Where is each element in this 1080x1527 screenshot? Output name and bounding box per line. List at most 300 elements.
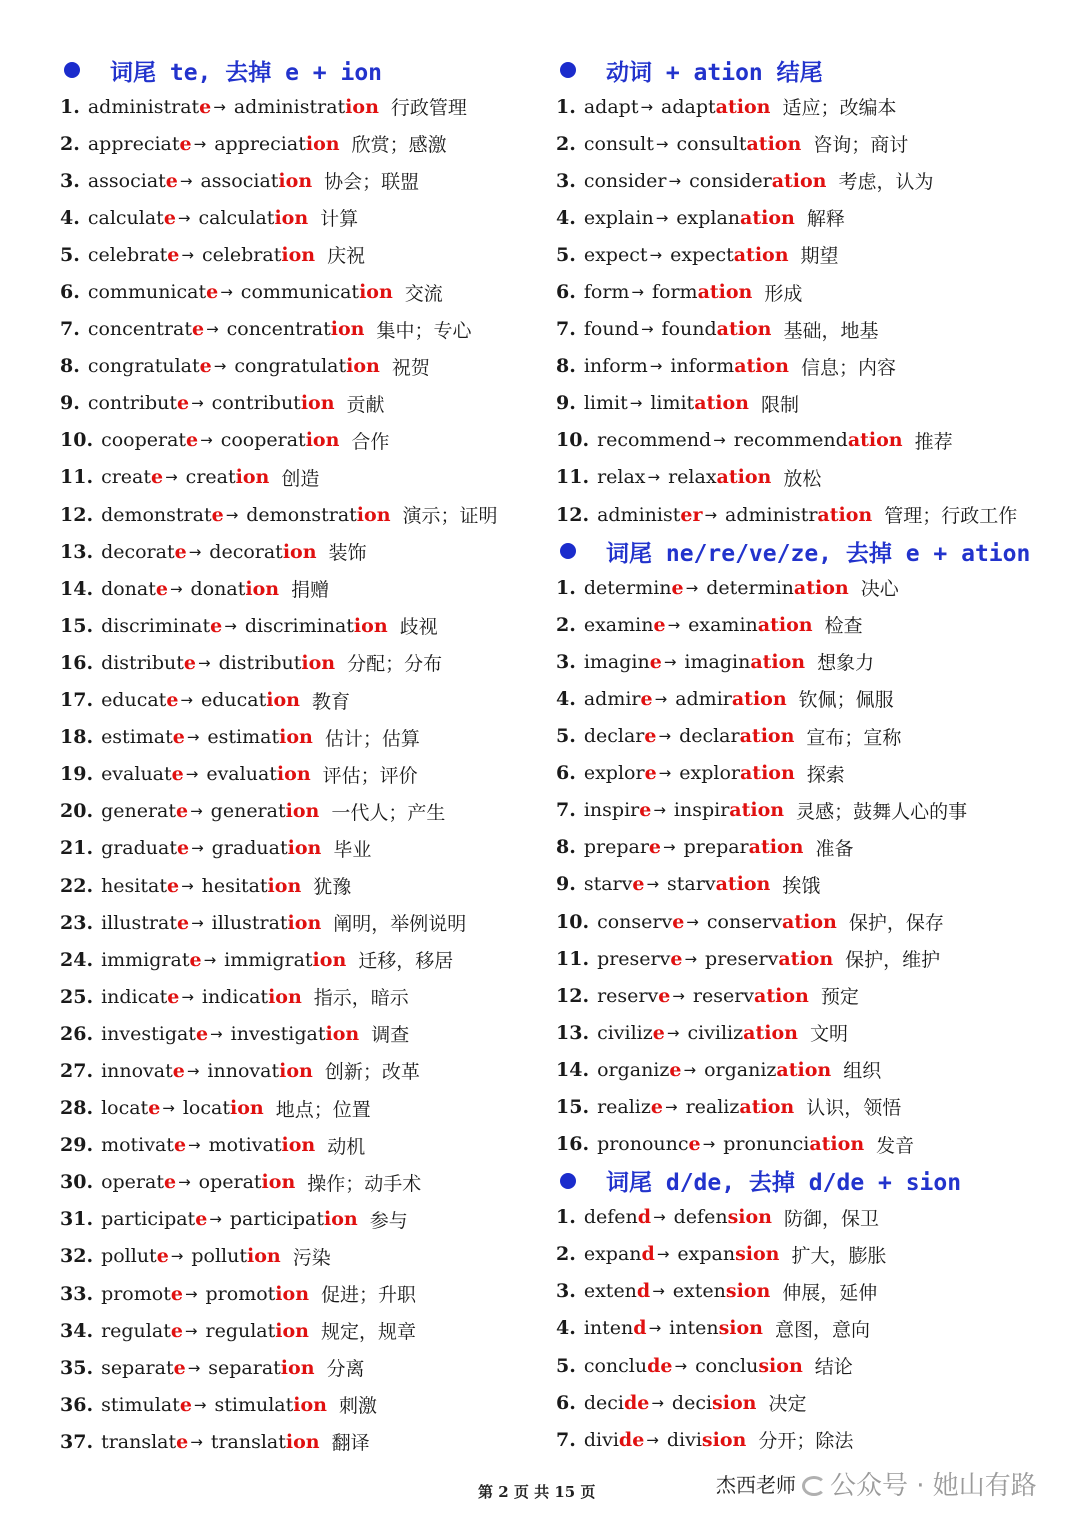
chinese-meaning: 一代人；产生	[331, 801, 446, 824]
arrow-icon: →	[188, 1136, 201, 1155]
chinese-meaning: 管理；行政工作	[884, 505, 1018, 528]
derived-word-stem: celebrat	[201, 243, 282, 266]
arrow-icon: →	[629, 394, 643, 413]
item-number: 2.	[556, 1243, 576, 1266]
base-word-ending: e	[688, 1133, 701, 1156]
derived-word-suffix: ion	[312, 948, 347, 971]
item-number: 5.	[60, 243, 80, 266]
section-header	[60, 52, 540, 88]
derived-word-suffix: ation	[743, 1021, 798, 1044]
derived-word-stem: demonstrat	[246, 503, 357, 526]
chinese-meaning: 信息；内容	[801, 356, 897, 379]
section-header	[556, 52, 1056, 88]
derived-word-stem: associat	[200, 169, 279, 192]
chinese-meaning: 限制	[761, 393, 800, 416]
arrow-icon: →	[184, 1321, 198, 1340]
arrow-icon: →	[653, 1208, 666, 1227]
section-header-text: 词尾 d/de, 去掉 d/de + sion	[606, 1170, 962, 1197]
item-number: 30.	[60, 1171, 94, 1194]
base-word: appreciat	[87, 132, 180, 155]
chinese-meaning: 钦佩；佩服	[798, 689, 894, 712]
base-word: explain	[583, 206, 654, 229]
derived-word-suffix: ation	[729, 799, 785, 822]
base-word-ending: e	[199, 95, 212, 118]
section-header-text: 词尾 ne/re/ve/ze, 去掉 e + ation	[606, 540, 1031, 567]
arrow-icon: →	[209, 1210, 222, 1229]
base-word-ending: e	[170, 1319, 183, 1342]
derived-word-suffix: ion	[275, 1282, 310, 1305]
list-item	[60, 1201, 540, 1238]
base-word: declar	[583, 725, 645, 748]
derived-word-stem: realiz	[685, 1095, 740, 1118]
derived-word-stem: admir	[675, 687, 732, 710]
arrow-icon: →	[184, 1284, 198, 1303]
chinese-meaning: 集中；专心	[376, 319, 472, 342]
derived-word-suffix: ation	[715, 95, 771, 118]
chinese-meaning: 推荐	[914, 430, 953, 453]
chinese-meaning: 决定	[768, 1393, 807, 1416]
item-number: 6.	[556, 762, 576, 785]
chinese-meaning: 操作；动手术	[307, 1172, 422, 1195]
item-number: 31.	[60, 1208, 94, 1231]
chinese-meaning: 规定，规章	[320, 1321, 416, 1344]
item-number: 1.	[556, 576, 576, 599]
base-word: exten	[583, 1280, 637, 1303]
item-number: 9.	[556, 392, 576, 415]
list-item	[556, 1088, 1056, 1125]
chinese-meaning: 调查	[371, 1024, 410, 1047]
item-number: 36.	[60, 1393, 94, 1416]
base-word-ending: e	[650, 1095, 663, 1118]
base-word-ending: e	[648, 836, 661, 859]
derived-word-suffix: ion	[268, 985, 302, 1008]
item-number: 3.	[556, 650, 576, 673]
derived-word-suffix: ation	[771, 169, 827, 192]
base-word: determin	[583, 576, 672, 599]
derived-word-stem: operat	[198, 1171, 262, 1194]
chinese-meaning: 防御，保卫	[783, 1207, 879, 1230]
derived-word-suffix: ation	[694, 392, 749, 415]
derived-word-suffix: ion	[330, 318, 365, 341]
arrow-icon: →	[220, 283, 233, 302]
derived-word-stem: civiliz	[687, 1021, 744, 1044]
list-item	[556, 348, 1056, 385]
list-item	[60, 459, 540, 496]
arrow-icon: →	[191, 913, 204, 932]
chinese-meaning: 合作	[351, 430, 390, 453]
base-word-ending: de	[647, 1354, 673, 1377]
base-word-ending: e	[206, 281, 219, 304]
item-number: 7.	[556, 799, 576, 822]
base-word-ending: e	[171, 763, 184, 786]
chinese-meaning: 计算	[320, 208, 359, 231]
base-word: discriminat	[101, 614, 211, 637]
derived-word-suffix: ion	[261, 1171, 296, 1194]
arrow-icon: →	[190, 802, 203, 821]
base-word-ending: e	[191, 318, 205, 341]
chinese-meaning: 保护，维护	[845, 949, 941, 972]
base-word-ending: e	[653, 613, 666, 636]
chinese-meaning: 咨询；商讨	[813, 134, 909, 157]
chinese-meaning: 挨饿	[782, 874, 821, 897]
base-word: expect	[583, 243, 648, 266]
base-word: motivat	[101, 1134, 174, 1157]
item-number: 33.	[60, 1282, 94, 1305]
derived-word-stem: declar	[679, 725, 740, 748]
arrow-icon: →	[684, 949, 698, 968]
list-item	[60, 273, 540, 310]
derived-word-suffix: ion	[325, 1022, 360, 1045]
derived-word-stem: exten	[672, 1280, 726, 1303]
derived-word-stem: imagin	[684, 650, 751, 673]
item-number: 4.	[556, 687, 576, 710]
item-number: 14.	[60, 577, 94, 600]
derived-word-suffix: ion	[235, 466, 270, 489]
list-item	[556, 680, 1056, 717]
derived-word-stem: recommend	[733, 429, 848, 452]
derived-word-suffix: ion	[301, 651, 336, 674]
arrow-icon: →	[640, 97, 654, 116]
arrow-icon: →	[655, 208, 669, 227]
base-word: associat	[87, 169, 166, 192]
derived-word-stem: explor	[679, 762, 740, 785]
base-word: reserv	[597, 984, 659, 1007]
base-word: realiz	[597, 1095, 651, 1118]
base-word: communicat	[87, 281, 207, 304]
item-number: 5.	[556, 243, 576, 266]
derived-word-suffix: ation	[716, 466, 772, 489]
section-header-text: 词尾 te, 去掉 e + ion	[110, 59, 383, 86]
derived-word-suffix: ion	[305, 132, 340, 155]
chinese-meaning: 形成	[764, 282, 803, 305]
base-word: generat	[101, 800, 176, 823]
bullet-icon	[64, 62, 80, 78]
chinese-meaning: 扩大，膨胀	[791, 1244, 887, 1267]
derived-word-suffix: ation	[847, 429, 903, 452]
derived-word-suffix: ation	[697, 281, 753, 304]
chinese-meaning: 捐赠	[291, 579, 330, 602]
derived-word-stem: congratulat	[234, 355, 347, 378]
arrow-icon: →	[653, 801, 666, 820]
base-word: conclu	[583, 1354, 648, 1377]
arrow-icon: →	[165, 468, 178, 487]
list-item	[556, 940, 1056, 977]
left-column	[60, 52, 540, 1460]
derived-word-stem: inten	[669, 1317, 719, 1340]
arrow-icon: →	[652, 1282, 665, 1301]
chinese-meaning: 想象力	[817, 652, 875, 675]
list-item	[60, 1052, 540, 1089]
item-number: 18.	[60, 726, 94, 749]
derived-word-suffix: ion	[245, 577, 280, 600]
arrow-icon: →	[651, 1393, 664, 1412]
list-item	[60, 533, 540, 570]
derived-word-stem: pronunci	[723, 1133, 810, 1156]
arrow-icon: →	[210, 1024, 223, 1043]
derived-word-stem: educat	[200, 689, 267, 712]
item-number: 7.	[556, 1428, 576, 1451]
base-word-ending: e	[166, 689, 179, 712]
base-word-ending: e	[658, 984, 671, 1007]
arrow-icon: →	[672, 986, 685, 1005]
chinese-meaning: 伸展，延伸	[782, 1281, 878, 1304]
derived-word-stem: determin	[706, 576, 794, 599]
base-word-ending: e	[639, 799, 652, 822]
chinese-meaning: 祝贺	[391, 356, 430, 379]
chinese-meaning: 放松	[783, 467, 822, 490]
derived-word-stem: creat	[185, 466, 236, 489]
derived-word-suffix: ion	[279, 726, 313, 749]
base-word: pronounc	[597, 1133, 689, 1156]
chinese-meaning: 基础，地基	[783, 319, 879, 342]
derived-word-suffix: ion	[229, 1097, 264, 1120]
item-number: 12.	[556, 503, 590, 526]
derived-word-suffix: ion	[305, 429, 340, 452]
list-item	[60, 644, 540, 681]
base-word: regulat	[101, 1319, 171, 1342]
derived-word-suffix: ion	[279, 1059, 313, 1082]
derived-word-stem: communicat	[240, 281, 360, 304]
derived-word-stem: generat	[210, 800, 286, 823]
list-item	[556, 422, 1056, 459]
derived-word-stem: discriminat	[244, 614, 354, 637]
word-list	[60, 88, 540, 1460]
derived-word-stem: consider	[689, 169, 772, 192]
derived-word-suffix: sion	[758, 1354, 803, 1377]
list-item	[556, 199, 1056, 236]
list-item	[60, 1164, 540, 1201]
item-number: 35.	[60, 1356, 94, 1379]
arrow-icon: →	[170, 1247, 184, 1266]
list-item	[60, 1238, 540, 1275]
arrow-icon: →	[667, 615, 681, 634]
item-number: 23.	[60, 911, 94, 934]
derived-word-suffix: sion	[701, 1428, 747, 1451]
item-number: 12.	[556, 984, 590, 1007]
base-word-ending: de	[618, 1428, 645, 1451]
chinese-meaning: 演示；证明	[402, 505, 498, 528]
derived-word-suffix: ion	[281, 1134, 316, 1157]
derived-word-stem: illustrat	[211, 911, 288, 934]
base-word-ending: e	[670, 947, 683, 970]
list-item	[556, 1236, 1056, 1273]
chinese-meaning: 保护，保存	[848, 912, 944, 935]
derived-word-stem: divi	[666, 1428, 702, 1451]
list-item	[556, 755, 1056, 792]
item-number: 11.	[60, 466, 94, 489]
arrow-icon: →	[640, 320, 654, 339]
list-item	[60, 607, 540, 644]
base-word: creat	[101, 466, 151, 489]
arrow-icon: →	[685, 578, 699, 597]
section-header	[556, 1163, 1056, 1199]
list-item	[556, 569, 1056, 606]
derived-word-stem: regulat	[205, 1319, 276, 1342]
base-word: locat	[101, 1097, 149, 1120]
derived-word-stem: preserv	[705, 947, 779, 970]
arrow-icon: →	[206, 320, 219, 339]
chinese-meaning: 期望	[800, 245, 839, 268]
list-item	[60, 199, 540, 236]
derived-word-stem: form	[652, 281, 698, 304]
arrow-icon: →	[197, 653, 211, 672]
derived-word-suffix: ion	[353, 614, 388, 637]
chinese-meaning: 预定	[820, 986, 859, 1009]
arrow-icon: →	[656, 1245, 670, 1264]
list-item	[60, 570, 540, 607]
list-item	[60, 904, 540, 941]
arrow-icon: →	[190, 1432, 203, 1451]
derived-word-stem: indicat	[201, 985, 269, 1008]
derived-word-suffix: ion	[282, 540, 317, 563]
base-word-ending: e	[632, 873, 645, 896]
arrow-icon: →	[180, 691, 193, 710]
item-number: 15.	[60, 614, 94, 637]
derived-word-stem: locat	[182, 1097, 230, 1120]
base-word: concentrat	[87, 318, 192, 341]
base-word-ending: e	[177, 837, 190, 860]
list-item	[556, 236, 1056, 273]
base-word: graduat	[101, 837, 177, 860]
chinese-meaning: 考虑，认为	[838, 171, 934, 194]
base-word: form	[583, 281, 630, 304]
arrow-icon: →	[181, 245, 194, 264]
base-word: organiz	[597, 1058, 670, 1081]
derived-word-stem: reserv	[692, 984, 755, 1007]
base-word: cooperat	[101, 429, 187, 452]
arrow-icon: →	[178, 1173, 191, 1192]
derived-word-suffix: ation	[776, 1058, 832, 1081]
derived-word-suffix: ion	[285, 1430, 320, 1453]
arrow-icon: →	[191, 839, 204, 858]
derived-word-stem: promot	[205, 1282, 276, 1305]
arrow-icon: →	[658, 727, 672, 746]
word-list	[556, 88, 1056, 533]
arrow-icon: →	[186, 1061, 200, 1080]
derived-word-stem: examin	[688, 613, 758, 636]
base-word: starv	[583, 873, 633, 896]
list-item	[60, 236, 540, 273]
derived-word-suffix: ation	[731, 687, 787, 710]
base-word: donat	[101, 577, 156, 600]
list-item	[60, 867, 540, 904]
derived-word-stem: defen	[673, 1206, 728, 1229]
arrow-icon: →	[187, 1358, 201, 1377]
derived-word-suffix: ion	[300, 392, 335, 415]
base-word: stimulat	[101, 1393, 180, 1416]
base-word-ending: e	[170, 1282, 183, 1305]
chinese-meaning: 文明	[809, 1023, 848, 1046]
chinese-meaning: 迁移，移居	[358, 950, 454, 973]
derived-word-stem: appreciat	[214, 132, 306, 155]
list-item	[556, 643, 1056, 680]
item-number: 9.	[556, 873, 576, 896]
base-word-ending: e	[669, 1058, 682, 1081]
list-item	[556, 1347, 1056, 1384]
chinese-meaning: 探索	[806, 763, 845, 786]
derived-word-suffix: ion	[274, 206, 309, 229]
chinese-meaning: 促进；升职	[321, 1284, 417, 1307]
item-number: 19.	[60, 763, 94, 786]
item-number: 16.	[556, 1133, 590, 1156]
base-word: illustrat	[101, 911, 177, 934]
base-word: limit	[583, 392, 628, 415]
item-number: 7.	[60, 318, 80, 341]
derived-word-stem: decorat	[209, 540, 283, 563]
base-word-ending: e	[195, 1208, 208, 1231]
derived-word-suffix: ation	[793, 576, 849, 599]
chinese-meaning: 参与	[369, 1209, 408, 1232]
derived-word-suffix: ation	[739, 725, 795, 748]
arrow-icon: →	[177, 208, 191, 227]
page-footer: 第 2 页 共 15 页	[478, 1483, 596, 1501]
derived-word-stem: starv	[667, 873, 716, 896]
base-word-ending: e	[156, 1245, 169, 1268]
chinese-meaning: 创造	[281, 467, 320, 490]
list-item	[556, 125, 1056, 162]
derived-word-stem: prepar	[683, 836, 749, 859]
chinese-meaning: 分开；除法	[758, 1430, 854, 1453]
chinese-meaning: 行政管理	[390, 97, 467, 120]
list-item	[556, 1199, 1056, 1236]
list-item	[60, 385, 540, 422]
base-word-ending: e	[210, 614, 223, 637]
arrow-icon: →	[169, 579, 183, 598]
derived-word-stem: relax	[668, 466, 717, 489]
derived-word-suffix: ation	[757, 613, 813, 636]
chinese-meaning: 估计；估算	[324, 727, 420, 750]
arrow-icon: →	[646, 1430, 659, 1449]
item-number: 6.	[556, 281, 576, 304]
base-word: admir	[583, 687, 641, 710]
base-word: civiliz	[597, 1021, 653, 1044]
derived-word-stem: donat	[190, 577, 246, 600]
chinese-meaning: 刺激	[338, 1395, 377, 1418]
chinese-meaning: 发音	[876, 1134, 915, 1157]
chinese-meaning: 歧视	[399, 616, 438, 639]
base-word-ending: e	[172, 1059, 185, 1082]
chinese-meaning: 欣赏；感激	[351, 134, 447, 157]
base-word: separat	[101, 1356, 174, 1379]
derived-word-stem: inspir	[673, 799, 730, 822]
item-number: 24.	[60, 948, 94, 971]
chinese-meaning: 指示，暗示	[313, 987, 409, 1010]
list-item	[60, 978, 540, 1015]
derived-word-stem: motivat	[208, 1134, 282, 1157]
list-item	[556, 866, 1056, 903]
chinese-meaning: 意图，意向	[775, 1318, 871, 1341]
derived-word-stem: administrat	[233, 95, 346, 118]
item-number: 8.	[60, 355, 80, 378]
item-number: 15.	[556, 1095, 590, 1118]
wechat-icon	[800, 1472, 826, 1494]
base-word: innovat	[101, 1059, 173, 1082]
base-word-ending: e	[671, 576, 684, 599]
item-number: 3.	[556, 1280, 576, 1303]
base-word: estimat	[101, 726, 173, 749]
base-word-ending: e	[176, 1430, 189, 1453]
base-word-ending: d	[637, 1206, 652, 1229]
arrow-icon: →	[224, 616, 237, 635]
chinese-meaning: 结论	[814, 1356, 853, 1379]
derived-word-suffix: ion	[356, 503, 391, 526]
item-number: 6.	[556, 1391, 576, 1414]
derived-word-suffix: ation	[750, 650, 806, 673]
list-item	[60, 719, 540, 756]
chinese-meaning: 宣布；宣称	[806, 726, 902, 749]
item-number: 4.	[556, 1317, 576, 1340]
item-number: 3.	[556, 169, 576, 192]
